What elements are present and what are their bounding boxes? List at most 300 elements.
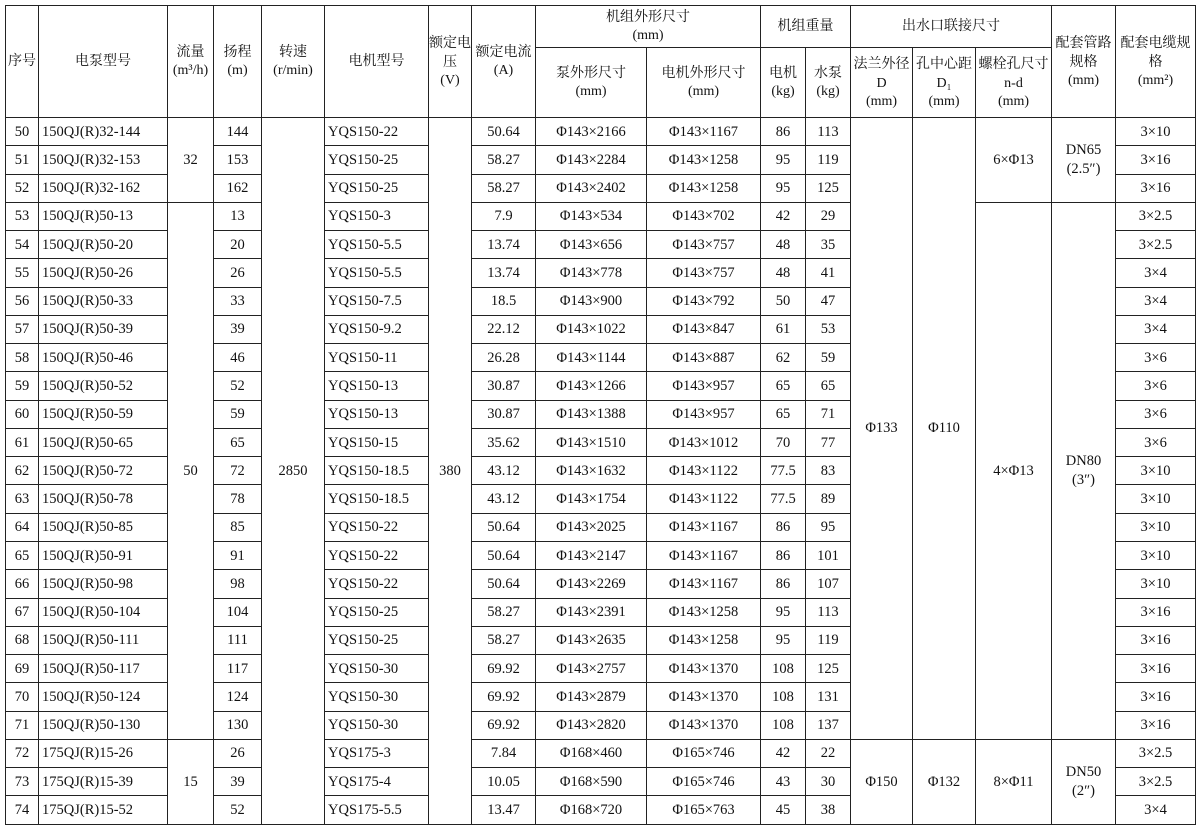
cell-pump-w: 107: [806, 570, 851, 598]
cell-cable: 3×4: [1116, 259, 1196, 287]
cell-pump-w: 65: [806, 372, 851, 400]
cell-head: 130: [214, 711, 262, 739]
cell-motor-w: 70: [761, 428, 806, 456]
cell-model: 150QJ(R)50-13: [39, 202, 168, 230]
cell-current: 30.87: [472, 400, 536, 428]
flow-merged-cell: [168, 202, 214, 739]
cell-head: 39: [214, 768, 262, 796]
cell-model: 150QJ(R)50-59: [39, 400, 168, 428]
table-body: [6, 118, 1196, 825]
header-motor-weight-label: 电机: [769, 65, 797, 81]
cell-head: 85: [214, 513, 262, 541]
cell-motor-w: 42: [761, 739, 806, 767]
cell-motor: YQS150-22: [325, 118, 429, 146]
cell-seq: 64: [6, 513, 39, 541]
cell-model: 150QJ(R)50-78: [39, 485, 168, 513]
header-flow-label: 流量: [176, 44, 205, 60]
hole-value: Φ132: [927, 773, 961, 790]
header-hole: [913, 48, 976, 118]
cell-motor-dim: Φ143×1122: [647, 457, 761, 485]
cell-current: 26.28: [472, 344, 536, 372]
cell-motor-w: 95: [761, 598, 806, 626]
cell-model: 175QJ(R)15-52: [39, 796, 168, 825]
cell-motor-dim: Φ143×757: [647, 259, 761, 287]
header-hole-label: 孔中心距 D₁: [916, 56, 972, 91]
cell-motor: YQS175-4: [325, 768, 429, 796]
cell-motor-dim: Φ143×1258: [647, 174, 761, 202]
cell-motor-w: 86: [761, 570, 806, 598]
cell-pump-dim: Φ143×2757: [536, 655, 647, 683]
cell-motor: YQS150-5.5: [325, 231, 429, 259]
bolt-value: 8×Φ11: [993, 773, 1034, 790]
cell-pump-w: 119: [806, 626, 851, 654]
cell-motor: YQS150-22: [325, 570, 429, 598]
cell-motor-dim: Φ143×887: [647, 344, 761, 372]
cell-motor: YQS150-13: [325, 372, 429, 400]
bolt-value: 4×Φ13: [993, 462, 1034, 479]
cell-pump-w: 137: [806, 711, 851, 739]
cell-motor-w: 95: [761, 174, 806, 202]
header-flow: [168, 6, 214, 118]
cell-seq: 55: [6, 259, 39, 287]
cell-motor-dim: Φ143×1012: [647, 428, 761, 456]
cell-motor-dim: Φ143×1258: [647, 146, 761, 174]
cell-cable: 3×10: [1116, 570, 1196, 598]
cell-model: 150QJ(R)50-111: [39, 626, 168, 654]
cell-pump-w: 59: [806, 344, 851, 372]
cell-seq: 56: [6, 287, 39, 315]
cell-cable: 3×16: [1116, 626, 1196, 654]
header-pump-dim-label: 泵外形尺寸: [556, 65, 626, 81]
cell-motor-dim: Φ143×957: [647, 400, 761, 428]
pipe-merged-cell: [1052, 739, 1116, 824]
cell-model: 150QJ(R)32-162: [39, 174, 168, 202]
cell-head: 39: [214, 315, 262, 343]
header-current-unit: (A): [493, 63, 514, 78]
cell-current: 10.05: [472, 768, 536, 796]
cell-pump-w: 35: [806, 231, 851, 259]
cell-pump-dim: Φ143×656: [536, 231, 647, 259]
flange-value: Φ133: [865, 420, 898, 437]
cell-cable: 3×16: [1116, 146, 1196, 174]
cell-pump-dim: Φ143×2166: [536, 118, 647, 146]
cell-pump-w: 83: [806, 457, 851, 485]
cell-motor: YQS150-7.5: [325, 287, 429, 315]
cell-seq: 66: [6, 570, 39, 598]
cell-cable: 3×6: [1116, 428, 1196, 456]
cell-model: 150QJ(R)50-46: [39, 344, 168, 372]
cell-pump-dim: Φ143×778: [536, 259, 647, 287]
pipe-value: DN65: [1065, 141, 1102, 158]
cell-motor-w: 65: [761, 400, 806, 428]
header-voltage-label: 额定电压: [429, 35, 471, 70]
header-pipe: [1052, 6, 1116, 118]
cell-current: 43.12: [472, 457, 536, 485]
cell-motor-dim: Φ143×702: [647, 202, 761, 230]
flow-merged-cell: [168, 739, 214, 824]
cell-motor: YQS150-11: [325, 344, 429, 372]
cell-motor-dim: Φ143×1258: [647, 598, 761, 626]
cell-pump-dim: Φ143×534: [536, 202, 647, 230]
cell-pump-dim: Φ143×1754: [536, 485, 647, 513]
cell-pump-w: 119: [806, 146, 851, 174]
cell-motor-w: 108: [761, 683, 806, 711]
pipe-merged-cell: [1052, 118, 1116, 203]
cell-motor: YQS150-18.5: [325, 485, 429, 513]
table-row: [6, 739, 1196, 767]
header-voltage: [429, 6, 472, 118]
cell-current: 69.92: [472, 655, 536, 683]
cell-motor-w: 43: [761, 768, 806, 796]
cell-head: 104: [214, 598, 262, 626]
cell-motor: YQS150-22: [325, 513, 429, 541]
cell-current: 50.64: [472, 570, 536, 598]
cell-motor: YQS150-22: [325, 541, 429, 569]
cell-pump-w: 41: [806, 259, 851, 287]
cell-head: 46: [214, 344, 262, 372]
pipe-inch-value: (3″): [1072, 471, 1095, 488]
cell-pump-w: 131: [806, 683, 851, 711]
cell-model: 150QJ(R)50-52: [39, 372, 168, 400]
cell-head: 117: [214, 655, 262, 683]
cell-head: 91: [214, 541, 262, 569]
cell-pump-w: 77: [806, 428, 851, 456]
cell-head: 33: [214, 287, 262, 315]
cell-pump-w: 95: [806, 513, 851, 541]
header-bolt: [976, 48, 1052, 118]
header-head: [214, 6, 262, 118]
cell-pump-w: 113: [806, 118, 851, 146]
cell-head: 72: [214, 457, 262, 485]
header-seq: 序号: [6, 6, 39, 118]
cell-motor-dim: Φ143×1370: [647, 683, 761, 711]
cell-seq: 53: [6, 202, 39, 230]
cell-pump-w: 71: [806, 400, 851, 428]
cell-model: 150QJ(R)50-130: [39, 711, 168, 739]
cell-motor: YQS150-25: [325, 598, 429, 626]
cell-cable: 3×6: [1116, 344, 1196, 372]
cell-seq: 73: [6, 768, 39, 796]
header-voltage-unit: (V): [440, 72, 460, 88]
bolt-value: 6×Φ13: [993, 151, 1034, 168]
cell-current: 22.12: [472, 315, 536, 343]
pipe-inch-value: (2.5″): [1066, 160, 1101, 177]
header-pump-weight-label: 水泵: [814, 65, 842, 81]
cell-model: 150QJ(R)32-144: [39, 118, 168, 146]
cell-motor-dim: Φ143×1167: [647, 513, 761, 541]
header-flange-label: 法兰外径 D: [853, 56, 910, 91]
cell-pump-dim: Φ143×2391: [536, 598, 647, 626]
cell-cable: 3×10: [1116, 118, 1196, 146]
voltage-value: 380: [439, 463, 461, 479]
header-pipe-label: 配套管路规格: [1055, 35, 1112, 70]
bolt-merged-cell: [976, 202, 1052, 739]
cell-seq: 65: [6, 541, 39, 569]
cell-model: 150QJ(R)50-104: [39, 598, 168, 626]
cell-motor-w: 48: [761, 231, 806, 259]
cell-seq: 54: [6, 231, 39, 259]
cell-seq: 69: [6, 655, 39, 683]
cell-motor: YQS150-13: [325, 400, 429, 428]
cell-model: 150QJ(R)50-65: [39, 428, 168, 456]
cell-model: 150QJ(R)50-39: [39, 315, 168, 343]
cell-cable: 3×10: [1116, 513, 1196, 541]
cell-pump-w: 113: [806, 598, 851, 626]
cell-head: 162: [214, 174, 262, 202]
cell-pump-dim: Φ143×2284: [536, 146, 647, 174]
speed-value: 2850: [278, 463, 308, 479]
header-pump-dim: [536, 48, 647, 118]
cell-current: 35.62: [472, 428, 536, 456]
cell-current: 58.27: [472, 598, 536, 626]
cell-seq: 70: [6, 683, 39, 711]
bolt-merged-cell: [976, 739, 1052, 824]
cell-head: 65: [214, 428, 262, 456]
cell-pump-dim: Φ143×1266: [536, 372, 647, 400]
header-speed-unit: (r/min): [273, 62, 313, 78]
cell-pump-dim: Φ143×2879: [536, 683, 647, 711]
cell-motor-w: 77.5: [761, 485, 806, 513]
cell-motor: YQS150-15: [325, 428, 429, 456]
cell-pump-dim: Φ168×720: [536, 796, 647, 825]
cell-pump-w: 53: [806, 315, 851, 343]
cell-model: 150QJ(R)50-124: [39, 683, 168, 711]
cell-seq: 57: [6, 315, 39, 343]
cell-model: 150QJ(R)50-85: [39, 513, 168, 541]
cell-cable: 3×16: [1116, 598, 1196, 626]
cell-motor: YQS175-3: [325, 739, 429, 767]
cell-motor-w: 108: [761, 711, 806, 739]
header-dims-label: 机组外形尺寸: [606, 9, 690, 25]
cell-pump-dim: Φ143×1144: [536, 344, 647, 372]
header-dims-unit: (mm): [632, 27, 664, 43]
cell-current: 13.74: [472, 259, 536, 287]
cell-pump-w: 22: [806, 739, 851, 767]
cell-seq: 67: [6, 598, 39, 626]
cell-cable: 3×2.5: [1116, 739, 1196, 767]
cell-pump-w: 47: [806, 287, 851, 315]
cell-current: 50.64: [472, 541, 536, 569]
cell-pump-w: 125: [806, 655, 851, 683]
cell-motor-w: 86: [761, 513, 806, 541]
cell-pump-dim: Φ143×2402: [536, 174, 647, 202]
cell-motor-w: 77.5: [761, 457, 806, 485]
cell-current: 69.92: [472, 711, 536, 739]
header-motor-dim-label: 电机外形尺寸: [661, 65, 746, 81]
cell-motor-w: 62: [761, 344, 806, 372]
header-head-unit: (m): [227, 62, 248, 78]
cell-motor-dim: Φ165×746: [647, 739, 761, 767]
cell-pump-dim: Φ143×2025: [536, 513, 647, 541]
cell-model: 150QJ(R)50-72: [39, 457, 168, 485]
cell-current: 50.64: [472, 513, 536, 541]
cell-current: 18.5: [472, 287, 536, 315]
table-row: [6, 202, 1196, 230]
cell-motor: YQS150-25: [325, 146, 429, 174]
cell-current: 69.92: [472, 683, 536, 711]
cell-motor-w: 86: [761, 118, 806, 146]
header-flange: [851, 48, 913, 118]
cell-pump-dim: Φ168×590: [536, 768, 647, 796]
cell-motor-dim: Φ143×1122: [647, 485, 761, 513]
cell-seq: 72: [6, 739, 39, 767]
cell-current: 13.74: [472, 231, 536, 259]
table-row: [6, 118, 1196, 146]
cell-head: 153: [214, 146, 262, 174]
cell-motor-dim: Φ143×1258: [647, 626, 761, 654]
cell-pump-w: 38: [806, 796, 851, 825]
cell-motor-dim: Φ143×1370: [647, 711, 761, 739]
header-bolt-unit: (mm): [997, 93, 1030, 109]
header-pump-dim-unit: (mm): [575, 83, 607, 99]
cell-motor-w: 42: [761, 202, 806, 230]
cell-cable: 3×2.5: [1116, 231, 1196, 259]
cell-motor-w: 65: [761, 372, 806, 400]
cell-cable: 3×10: [1116, 457, 1196, 485]
cell-pump-w: 125: [806, 174, 851, 202]
cell-head: 98: [214, 570, 262, 598]
cell-cable: 3×4: [1116, 315, 1196, 343]
header-current: [472, 6, 536, 118]
cell-seq: 71: [6, 711, 39, 739]
pipe-inch-value: (2″): [1072, 782, 1095, 799]
cell-current: 58.27: [472, 146, 536, 174]
cell-cable: 3×16: [1116, 711, 1196, 739]
header-pipe-unit: (mm): [1067, 72, 1100, 88]
cell-motor-dim: Φ143×1167: [647, 118, 761, 146]
cell-motor-dim: Φ143×757: [647, 231, 761, 259]
cell-current: 7.84: [472, 739, 536, 767]
cell-motor-w: 48: [761, 259, 806, 287]
cell-current: 50.64: [472, 118, 536, 146]
header-motor-dim: [647, 48, 761, 118]
cell-cable: 3×2.5: [1116, 202, 1196, 230]
cell-current: 43.12: [472, 485, 536, 513]
header-flow-unit: (m³/h): [172, 62, 209, 78]
cell-model: 150QJ(R)50-20: [39, 231, 168, 259]
cell-seq: 59: [6, 372, 39, 400]
cell-motor: YQS150-30: [325, 683, 429, 711]
cell-cable: 3×16: [1116, 683, 1196, 711]
hole-merged-cell: [913, 118, 976, 740]
cell-model: 150QJ(R)50-98: [39, 570, 168, 598]
cell-seq: 52: [6, 174, 39, 202]
cell-seq: 62: [6, 457, 39, 485]
cell-motor-w: 50: [761, 287, 806, 315]
cell-seq: 51: [6, 146, 39, 174]
pump-spec-table: [5, 5, 1196, 825]
cell-motor-w: 108: [761, 655, 806, 683]
flow-merged-cell: [168, 118, 214, 203]
header-cable: [1116, 6, 1196, 118]
header-model: 电泵型号: [39, 6, 168, 118]
pipe-value: DN50: [1065, 763, 1102, 780]
cell-motor-dim: Φ165×746: [647, 768, 761, 796]
header-motor-weight: [761, 48, 806, 118]
header-outlet: 出水口联接尺寸: [851, 6, 1052, 48]
voltage-merged-cell: [429, 118, 472, 825]
cell-pump-dim: Φ168×460: [536, 739, 647, 767]
cell-head: 20: [214, 231, 262, 259]
cell-seq: 74: [6, 796, 39, 825]
cell-model: 150QJ(R)50-26: [39, 259, 168, 287]
cell-model: 150QJ(R)50-33: [39, 287, 168, 315]
cell-head: 78: [214, 485, 262, 513]
cell-motor-dim: Φ143×847: [647, 315, 761, 343]
cell-pump-dim: Φ143×900: [536, 287, 647, 315]
header-bolt-label: 螺栓孔尺寸 n-d: [978, 56, 1049, 91]
cell-cable: 3×2.5: [1116, 768, 1196, 796]
header-motor: 电机型号: [325, 6, 429, 118]
cell-model: 150QJ(R)32-153: [39, 146, 168, 174]
cell-current: 58.27: [472, 626, 536, 654]
cell-motor: YQS150-25: [325, 626, 429, 654]
flow-value: 15: [183, 773, 198, 790]
header-speed-label: 转速: [279, 44, 307, 60]
cell-seq: 60: [6, 400, 39, 428]
header-head-label: 扬程: [223, 44, 252, 60]
header-weight: 机组重量: [761, 6, 851, 48]
cell-pump-dim: Φ143×1510: [536, 428, 647, 456]
cell-pump-dim: Φ143×2635: [536, 626, 647, 654]
cell-pump-dim: Φ143×2269: [536, 570, 647, 598]
cell-pump-dim: Φ143×1022: [536, 315, 647, 343]
cell-head: 52: [214, 372, 262, 400]
cell-model: 175QJ(R)15-26: [39, 739, 168, 767]
cell-motor-dim: Φ143×1167: [647, 570, 761, 598]
cell-current: 13.47: [472, 796, 536, 825]
header-hole-unit: (mm): [928, 93, 960, 109]
cell-seq: 58: [6, 344, 39, 372]
cell-motor: YQS150-3: [325, 202, 429, 230]
cell-motor-dim: Φ143×1370: [647, 655, 761, 683]
cell-seq: 61: [6, 428, 39, 456]
cell-pump-w: 89: [806, 485, 851, 513]
cell-motor-dim: Φ143×1167: [647, 541, 761, 569]
cell-cable: 3×10: [1116, 541, 1196, 569]
cell-head: 13: [214, 202, 262, 230]
cell-head: 26: [214, 259, 262, 287]
cell-motor-dim: Φ143×792: [647, 287, 761, 315]
header-current-label: 额定电流: [475, 45, 532, 60]
header-motor-dim-unit: (mm): [687, 83, 720, 99]
cell-head: 26: [214, 739, 262, 767]
cell-motor-dim: Φ165×763: [647, 796, 761, 825]
header-cable-unit: (mm²): [1137, 72, 1174, 88]
cell-head: 52: [214, 796, 262, 825]
cell-motor-w: 95: [761, 146, 806, 174]
cell-model: 150QJ(R)50-117: [39, 655, 168, 683]
cell-motor-dim: Φ143×957: [647, 372, 761, 400]
cell-head: 124: [214, 683, 262, 711]
cell-head: 59: [214, 400, 262, 428]
cell-cable: 3×4: [1116, 287, 1196, 315]
cell-motor: YQS175-5.5: [325, 796, 429, 825]
cell-cable: 3×16: [1116, 174, 1196, 202]
cell-current: 58.27: [472, 174, 536, 202]
cell-motor: YQS150-5.5: [325, 259, 429, 287]
hole-value: Φ110: [928, 420, 960, 437]
cell-head: 111: [214, 626, 262, 654]
cell-motor-w: 61: [761, 315, 806, 343]
cell-seq: 50: [6, 118, 39, 146]
cell-cable: 3×10: [1116, 485, 1196, 513]
header-cable-label: 配套电缆规格: [1120, 35, 1191, 70]
pipe-value: DN80: [1065, 452, 1102, 469]
cell-seq: 68: [6, 626, 39, 654]
cell-head: 144: [214, 118, 262, 146]
cell-pump-w: 101: [806, 541, 851, 569]
